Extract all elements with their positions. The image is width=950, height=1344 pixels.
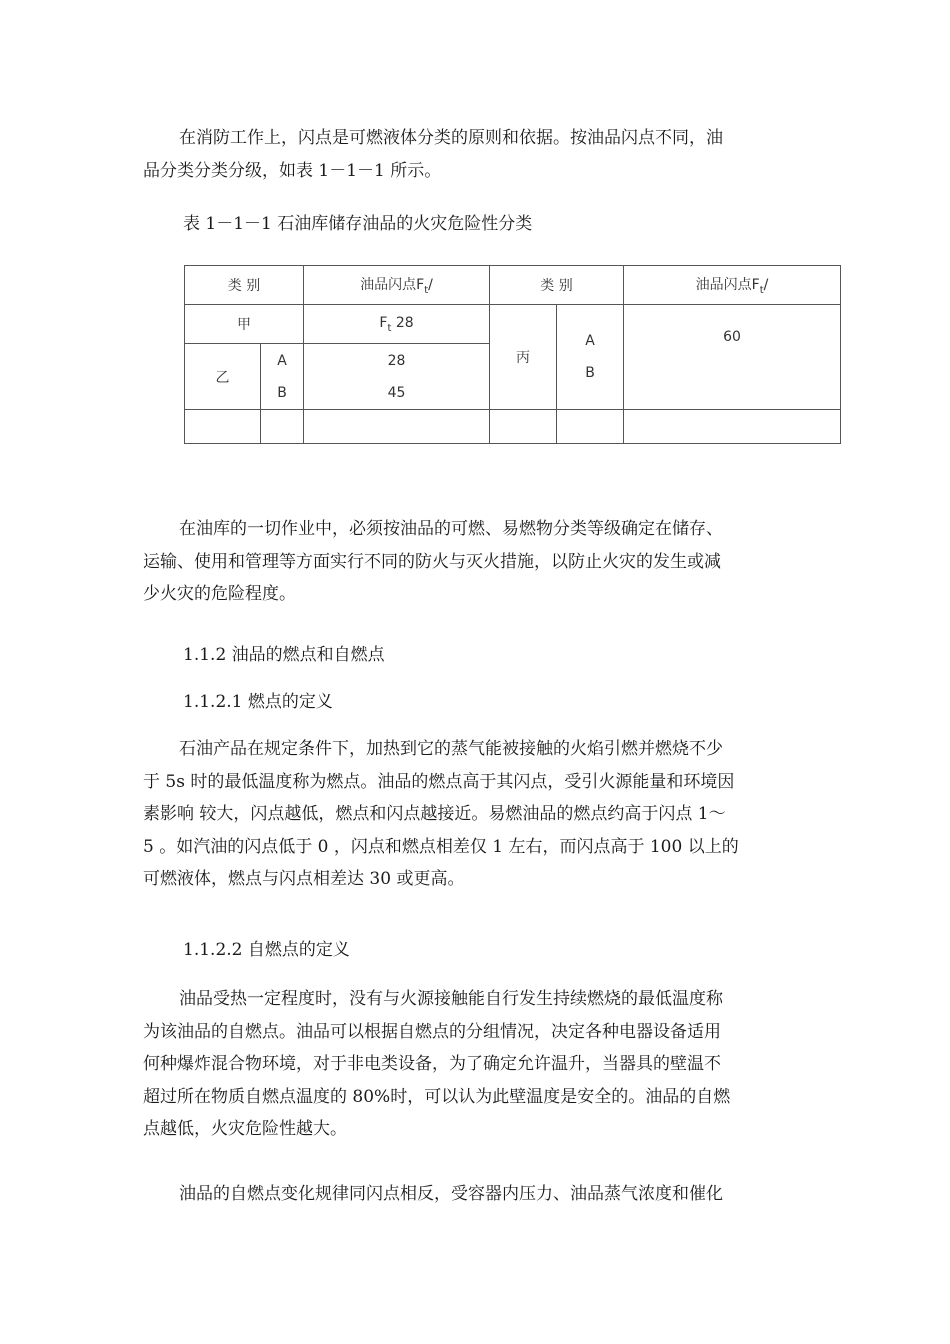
subclass-a: A [585,333,595,349]
text-line: 运输、使用和管理等方面实行不同的防火与灭火措施，以防止火灾的发生或减 [143,551,721,572]
empty-cell [185,410,261,444]
table-caption: 表 1－1－1 石油库储存油品的火灾危险性分类 [183,214,533,234]
text-line: 可燃液体，燃点与闪点相差达 30 或更高。 [143,869,465,889]
section-heading-1-1-2-2: 1.1.2.2 自燃点的定义 [183,940,350,960]
section-heading-1-1-2: 1.1.2 油品的燃点和自燃点 [183,645,385,665]
cell-class-jia: 甲 [185,305,304,344]
table-header-row [185,266,841,305]
text-line: 素影响 较大，闪点越低，燃点和闪点越接近。易燃油品的燃点约高于闪点 1～ [143,804,726,824]
cell-yi-values [304,344,490,410]
cell-jia-value: $F_t$ 28 [304,305,490,344]
value-a: 28 [387,352,406,369]
cell-class-bing: 丙 [490,305,557,410]
subclass-a: A [277,352,287,369]
text-line: 于 5s 时的最低温度称为燃点。油品的燃点高于其闪点，受引火源能量和环境因 [143,771,735,792]
paragraph-flash-point-classification [143,122,808,187]
cell-class-yi: 乙 [185,344,261,410]
cell-bing-value: 60 [624,305,841,410]
empty-cell [624,410,841,444]
text-line: 5 。如汽油的闪点低于 0 ，闪点和燃点相差仅 1 左右，而闪点高于 100 以上的 [143,836,739,857]
paragraph-autoignition-variation [143,1178,808,1211]
empty-cell [304,410,490,444]
paragraph-fire-prevention [143,513,808,611]
subclass-b: B [585,365,595,381]
text-line: 超过所在物质自燃点温度的 80%时，可以认为此壁温度是安全的。油品的自燃 [143,1086,731,1107]
header-category: 类 别 [185,266,304,305]
fire-hazard-classification-table [184,265,841,444]
paragraph-autoignition-definition [143,983,808,1146]
table-row-jia [185,305,841,344]
text-line: 油品受热一定程度时，没有与火源接触能自行发生持续燃烧的最低温度称 [179,989,723,1009]
empty-cell [490,410,557,444]
header-category-2: 类 别 [490,266,624,305]
empty-cell [557,410,624,444]
table-empty-row [185,410,841,444]
text-line: 何种爆炸混合物环境，对于非电类设备，为了确定允许温升，当器具的壁温不 [143,1054,721,1074]
text-line: 点越低，火灾危险性越大。 [143,1119,347,1139]
text-line: 在消防工作上，闪点是可燃液体分类的原则和依据。按油品闪点不同，油 [179,128,723,148]
text-line: 油品的自燃点变化规律同闪点相反，受容器内压力、油品蒸气浓度和催化 [179,1184,723,1204]
section-heading-1-1-2-1: 1.1.2.1 燃点的定义 [183,692,333,712]
subclass-b: B [277,384,287,401]
cell-bing-subclasses [557,305,624,410]
text-line: 少火灾的危险程度。 [143,584,296,604]
header-flash-point: 油品闪点$F_t/$ [304,266,490,305]
paragraph-ignition-point-definition [143,733,808,896]
text-line: 为该油品的自燃点。油品可以根据自燃点的分组情况，决定各种电器设备适用 [143,1021,721,1042]
value-b: 45 [387,384,406,401]
cell-yi-subclasses [261,344,304,410]
text-line: 品分类分类分级，如表 1－1－1 所示。 [143,160,442,181]
empty-cell [261,410,304,444]
text-line: 在油库的一切作业中，必须按油品的可燃、易燃物分类等级确定在储存、 [179,519,723,539]
text-line: 石油产品在规定条件下，加热到它的蒸气能被接触的火焰引燃并燃烧不少 [179,739,723,759]
header-flash-point-2: 油品闪点$F_t/$ [624,266,841,305]
